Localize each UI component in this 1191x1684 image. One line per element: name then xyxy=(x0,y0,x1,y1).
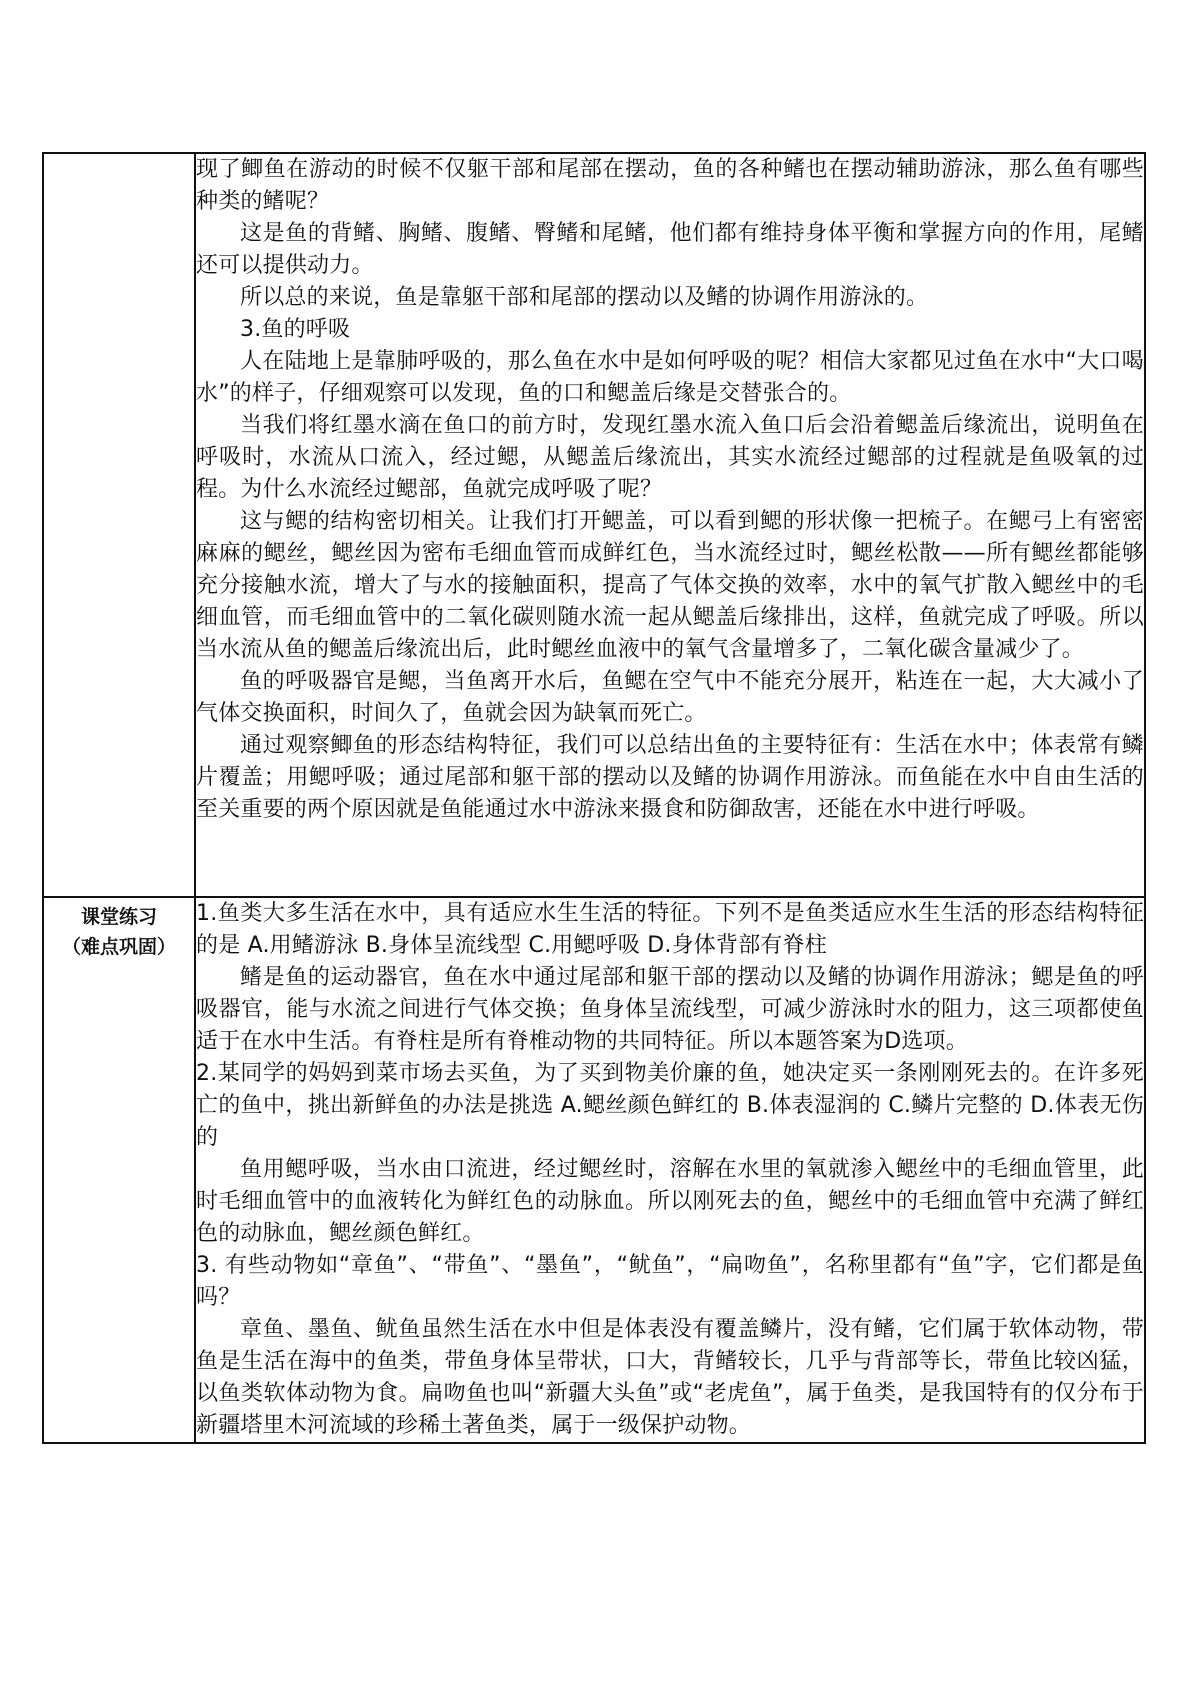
lesson-plan-table xyxy=(42,152,1146,1444)
paragraph: 通过观察鲫鱼的形态结构特征，我们可以总结出鱼的主要特征有：生活在水中；体表常有鳞片覆盖；用鳃呼吸；通过尾部和躯干部的摆动以及鳍的协调作用游泳。而鱼能在水中自由生活的至关重要的两个原因就是鱼能通过水中游泳来摄食和防御敌害，还能在水中进行呼吸。 xyxy=(196,733,1144,822)
row-label xyxy=(44,898,194,962)
question-3: 3. 有些动物如“章鱼”、“带鱼”、“墨鱼”，“鱿鱼”，“扁吻鱼”，名称里都有“鱼”字，它们都是鱼吗？ xyxy=(196,1253,1144,1310)
subheading-fish-breathing: 3.鱼的呼吸 xyxy=(240,317,351,342)
paragraph: 鱼的呼吸器官是鳃，当鱼离开水后，鱼鳃在空气中不能充分展开，粘连在一起，大大减小了气体交换面积，时间久了，鱼就会因为缺氧而死亡。 xyxy=(196,669,1144,726)
answer-3: 章鱼、墨鱼、鱿鱼虽然生活在水中但是体表没有覆盖鳞片，没有鳍，它们属于软体动物，带鱼是生活在海中的鱼类，带鱼身体呈带状，口大，背鳍较长，几乎与背部等长，带鱼比较凶猛，以鱼类软体动物为食。扁吻鱼也叫“新疆大头鱼”或“老虎鱼”，属于鱼类，是我国特有的仅分布于新疆塔里木河流域的珍稀土著鱼类，属于一级保护动物。 xyxy=(196,1317,1144,1438)
row-label-cell xyxy=(43,897,195,1443)
paragraph: 当我们将红墨水滴在鱼口的前方时，发现红墨水流入鱼口后会沿着鳃盖后缘流出，说明鱼在呼吸时，水流从口流入，经过鳃，从鳃盖后缘流出，其实水流经过鳃部的过程就是鱼吸氧的过程。为什么水流经过鳃部，鱼就完成呼吸了呢？ xyxy=(196,413,1144,502)
paragraph: 所以总的来说，鱼是靠躯干部和尾部的摆动以及鳍的协调作用游泳的。 xyxy=(240,285,929,310)
exercise-content-cell xyxy=(195,897,1145,1443)
paragraph: 人在陆地上是靠肺呼吸的，那么鱼在水中是如何呼吸的呢？相信大家都见过鱼在水中“大口喝水”的样子，仔细观察可以发现，鱼的口和鳃盖后缘是交替张合的。 xyxy=(196,349,1144,406)
question-2: 2.某同学的妈妈到菜市场去买鱼，为了买到物美价廉的鱼，她决定买一条刚刚死去的。在许多死亡的鱼中，挑出新鲜鱼的办法是挑选 A.鳃丝颜色鲜红的 B.体表湿润的 C.鳞片完整的 D.体表无伤的 xyxy=(196,1061,1144,1150)
question-1: 1.鱼类大多生活在水中，具有适应水生生活的特征。下列不是鱼类适应水生生活的形态结构特征的是 A.用鳍游泳 B.身体呈流线型 C.用鳃呼吸 D.身体背部有脊柱 xyxy=(196,901,1144,958)
table-row-teaching-process xyxy=(43,153,1145,897)
paragraph: 这是鱼的背鳍、胸鳍、腹鳍、臀鳍和尾鳍，他们都有维持身体平衡和掌握方向的作用，尾鳍还可以提供动力。 xyxy=(196,221,1144,278)
paragraph: 这与鳃的结构密切相关。让我们打开鳃盖，可以看到鳃的形状像一把梳子。在鳃弓上有密密麻麻的鳃丝，鳃丝因为密布毛细血管而成鲜红色，当水流经过时，鳃丝松散——所有鳃丝都能够充分接触水流，增大了与水的接触面积，提高了气体交换的效率，水中的氧气扩散入鳃丝中的毛细血管，而毛细血管中的二氧化碳则随水流一起从鳃盖后缘排出，这样，鱼就完成了呼吸。所以当水流从鱼的鳃盖后缘流出后，此时鳃丝血液中的氧气含量增多了，二氧化碳含量减少了。 xyxy=(196,509,1144,662)
answer-2: 鱼用鳃呼吸，当水由口流进，经过鳃丝时，溶解在水里的氧就渗入鳃丝中的毛细血管里，此时毛细血管中的血液转化为鲜红色的动脉血。所以刚死去的鱼，鳃丝中的毛细血管中充满了鲜红色的动脉血，鳃丝颜色鲜红。 xyxy=(196,1157,1144,1246)
row-label-line1: 课堂练习 xyxy=(80,906,157,928)
answer-1: 鳍是鱼的运动器官，鱼在水中通过尾部和躯干部的摆动以及鳍的协调作用游泳；鳃是鱼的呼吸器官，能与水流之间进行气体交换；鱼身体呈流线型，可减少游泳时水的阻力，这三项都使鱼适于在水中生活。有脊柱是所有脊椎动物的共同特征。所以本题答案为D选项。 xyxy=(196,965,1144,1054)
table-row-class-exercise xyxy=(43,897,1145,1443)
row-label-line2: （难点巩固） xyxy=(61,936,176,958)
paragraph: 现了鲫鱼在游动的时候不仅躯干部和尾部在摆动，鱼的各种鳍也在摆动辅助游泳，那么鱼有哪些种类的鳍呢？ xyxy=(196,157,1144,214)
teaching-content-cell xyxy=(195,153,1145,897)
row-label-cell-empty xyxy=(43,153,195,897)
